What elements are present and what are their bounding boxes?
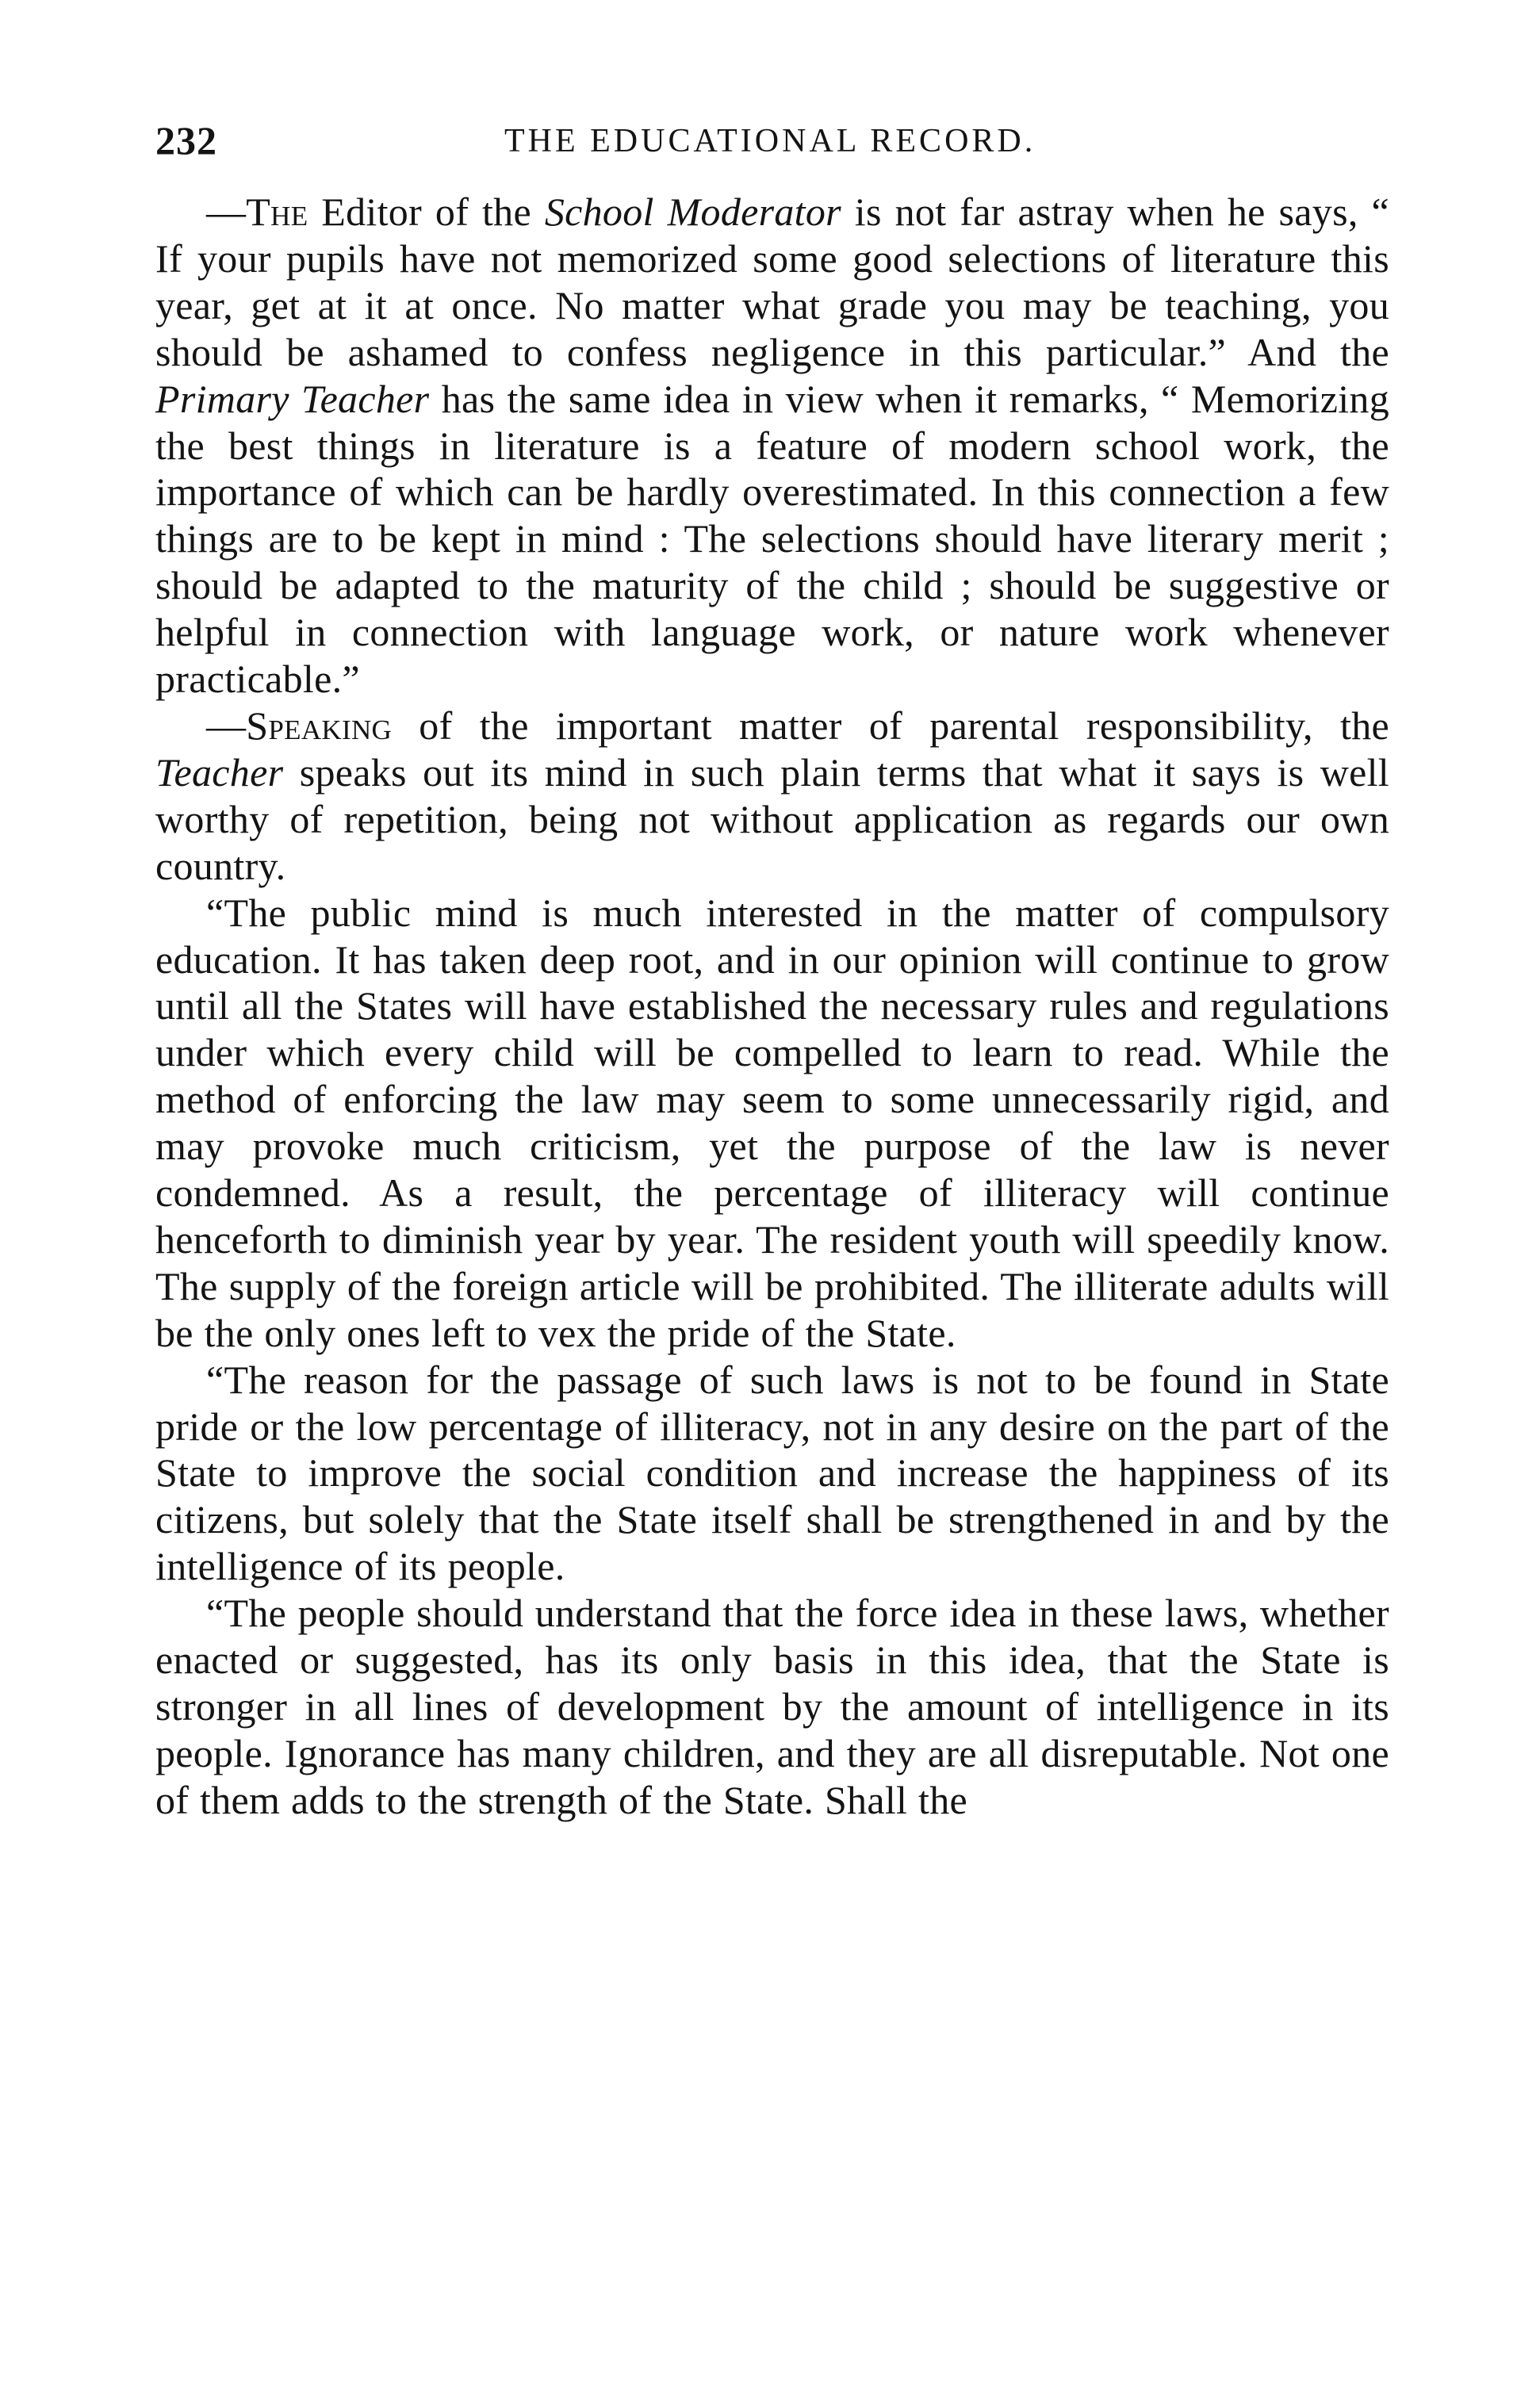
paragraph-parental-responsibility: [155, 703, 1389, 890]
paragraph-text: has the same idea in view when it remarks, “ Memorizing the best things in literature is a feature of modern school work, the importance of which can be hardly overestimated. In this connection a few things are to be kept in mind : The selections should have literary merit ; should be adapted to the maturity of the child ; should be suggestive or helpful in connection with language work, or nature work whenever practicable.”: [155, 376, 1389, 702]
publication-title-teacher: Teacher: [155, 749, 284, 795]
paragraph-text: of the important matter of parental responsibility, the: [392, 703, 1389, 748]
running-head: [155, 117, 1389, 173]
paragraph-lead-word: —The: [206, 190, 308, 234]
page-number: 232: [155, 118, 217, 163]
publication-title-school-moderator: School Moderator: [544, 190, 841, 234]
paragraph-text: Editor of the: [308, 190, 545, 234]
paragraph-force-idea: “The people should understand that the force idea in these laws, whether enacted or suggested, has its only basis in this idea, that the State is stronger in all lines of development by the amount of intelligence in its people. Ignorance has many children, and they are all disreputable. Not one of them adds to the strength of the State. Shall the: [155, 1591, 1389, 1822]
paragraph-text: speaks out its mind in such plain terms that what it says is well worthy of repetition, being not without application as regards our own country.: [155, 749, 1389, 888]
journal-title: THE EDUCATIONAL RECORD.: [504, 123, 1036, 159]
article-body: [155, 189, 1389, 1824]
publication-title-primary-teacher: Primary Teacher: [155, 376, 430, 421]
paragraph-memorization: [155, 189, 1389, 703]
paragraph-lead-word: —Speaking: [206, 703, 393, 748]
paragraph-text: is not far astray when he says, “ If your pupils have not memorized some good selections of literature this year, get at it at once. No matter what grade you may be teaching, you should be ashamed to confess negligence in this particular.” And the: [155, 190, 1389, 374]
paragraph-reason-for-laws: “The reason for the passage of such laws is not to be found in State pride or the low percentage of illiteracy, not in any desire on the part of the State to improve the social condition and increase the happiness of its citizens, but solely that the State itself shall be strengthened in and by the intelligence of its people.: [155, 1357, 1389, 1589]
paragraph-compulsory-education: “The public mind is much interested in the matter of compulsory education. It has taken deep root, and in our opinion will continue to grow until all the States will have established the necessary rules and regulations under which every child will be compelled to learn to read. While the method of enforcing the law may seem to some unnecessarily rigid, and may provoke much criticism, yet the purpose of the law is never condemned. As a result, the percentage of illiteracy will continue henceforth to diminish year by year. The resident youth will speedily know. The supply of the foreign article will be prohibited. The illiterate adults will be the only ones left to vex the pride of the State.: [155, 890, 1389, 1355]
